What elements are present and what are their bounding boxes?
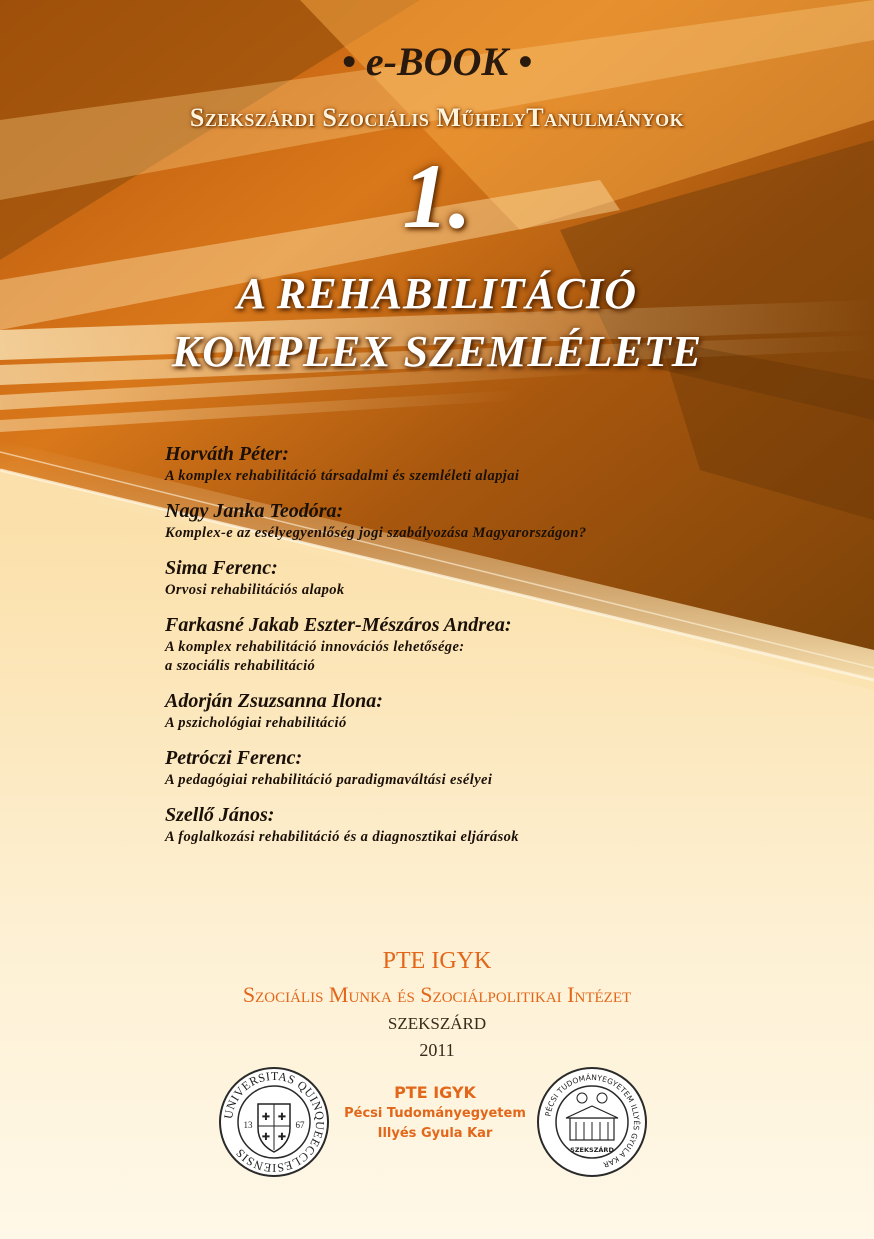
volume-number: 1. xyxy=(402,145,472,247)
svg-text:✚: ✚ xyxy=(277,1112,287,1123)
ebook-bullet-right: • xyxy=(518,39,533,84)
entry-title: A komplex rehabilitáció innovációs lehetősége: xyxy=(165,639,465,655)
book-title-line-1: A REHABILITÁCIÓ xyxy=(236,269,638,318)
contents-entry xyxy=(165,442,805,486)
entry-author: Horváth Péter: xyxy=(165,443,289,465)
left-seal-text: UNIVERSITAS QUINQUEECCLESIENSIS xyxy=(220,1068,328,1176)
publisher-institute: Szociális Munka és Szociálpolitikai Intézet xyxy=(242,982,632,1007)
entry-title: A foglalkozási rehabilitáció és a diagnosztikai eljárások xyxy=(165,829,519,845)
series-title: Szekszárdi Szociális MűhelyTanulmányok xyxy=(189,103,685,132)
entry-title: Komplex-e az esélyegyenlőség jogi szabályozása Magyarországon? xyxy=(165,525,587,541)
faculty-logo-text xyxy=(330,1082,540,1144)
publication-year: 2011 xyxy=(419,1040,455,1060)
book-title-line-2: KOMPLEX SZEMLÉLETE xyxy=(171,327,703,376)
contents-entry xyxy=(165,746,805,790)
entry-title: A pszichológiai rehabilitáció xyxy=(165,715,347,731)
entry-author: Adorján Zsuzsanna Ilona: xyxy=(165,690,383,712)
entry-title: Orvosi rehabilitációs alapok xyxy=(165,582,345,598)
faculty-seal-icon xyxy=(536,1066,648,1178)
university-name: Pécsi Tudományegyetem xyxy=(344,1106,526,1121)
entry-author: Szellő János: xyxy=(165,804,275,826)
entry-author: Farkasné Jakab Eszter-Mészáros Andrea: xyxy=(165,614,512,636)
contents-entry xyxy=(165,556,805,600)
svg-text:✚: ✚ xyxy=(261,1132,271,1143)
contents-entry xyxy=(165,499,805,543)
entry-title: A pedagógiai rehabilitáció paradigmaváltási esélyei xyxy=(165,772,493,788)
entry-author: Nagy Janka Teodóra: xyxy=(165,500,344,522)
ebook-bullet-left: • xyxy=(341,39,356,84)
entry-title: A komplex rehabilitáció társadalmi és szemléleti alapjai xyxy=(165,468,520,484)
right-seal-text: PÉCSI TUDOMÁNYEGYETEM ILLYÉS GYULA KAR xyxy=(543,1072,642,1170)
right-seal-bottom-text: SZEKSZÁRD xyxy=(570,1146,614,1154)
publisher-abbr: PTE IGYK xyxy=(382,948,492,974)
svg-text:✚: ✚ xyxy=(277,1132,287,1143)
entry-author: Sima Ferenc: xyxy=(165,557,278,579)
left-seal-number-right: 67 xyxy=(295,1120,305,1130)
ebook-title: e-BOOK xyxy=(365,39,509,84)
contents-entry xyxy=(165,689,805,733)
table-of-contents xyxy=(165,442,805,860)
svg-text:✚: ✚ xyxy=(261,1112,271,1123)
faculty-abbr: PTE IGYK xyxy=(394,1083,476,1102)
university-seal-icon xyxy=(218,1066,330,1178)
faculty-name: Illyés Gyula Kar xyxy=(377,1126,493,1141)
entry-title-continued: a szociális rehabilitáció xyxy=(165,658,316,674)
contents-entry xyxy=(165,803,805,847)
left-seal-number-left: 13 xyxy=(243,1120,253,1130)
ebook-label xyxy=(0,38,874,85)
publisher-city: SZEKSZÁRD xyxy=(387,1014,487,1033)
contents-entry xyxy=(165,613,805,676)
entry-author: Petróczi Ferenc: xyxy=(165,747,303,769)
